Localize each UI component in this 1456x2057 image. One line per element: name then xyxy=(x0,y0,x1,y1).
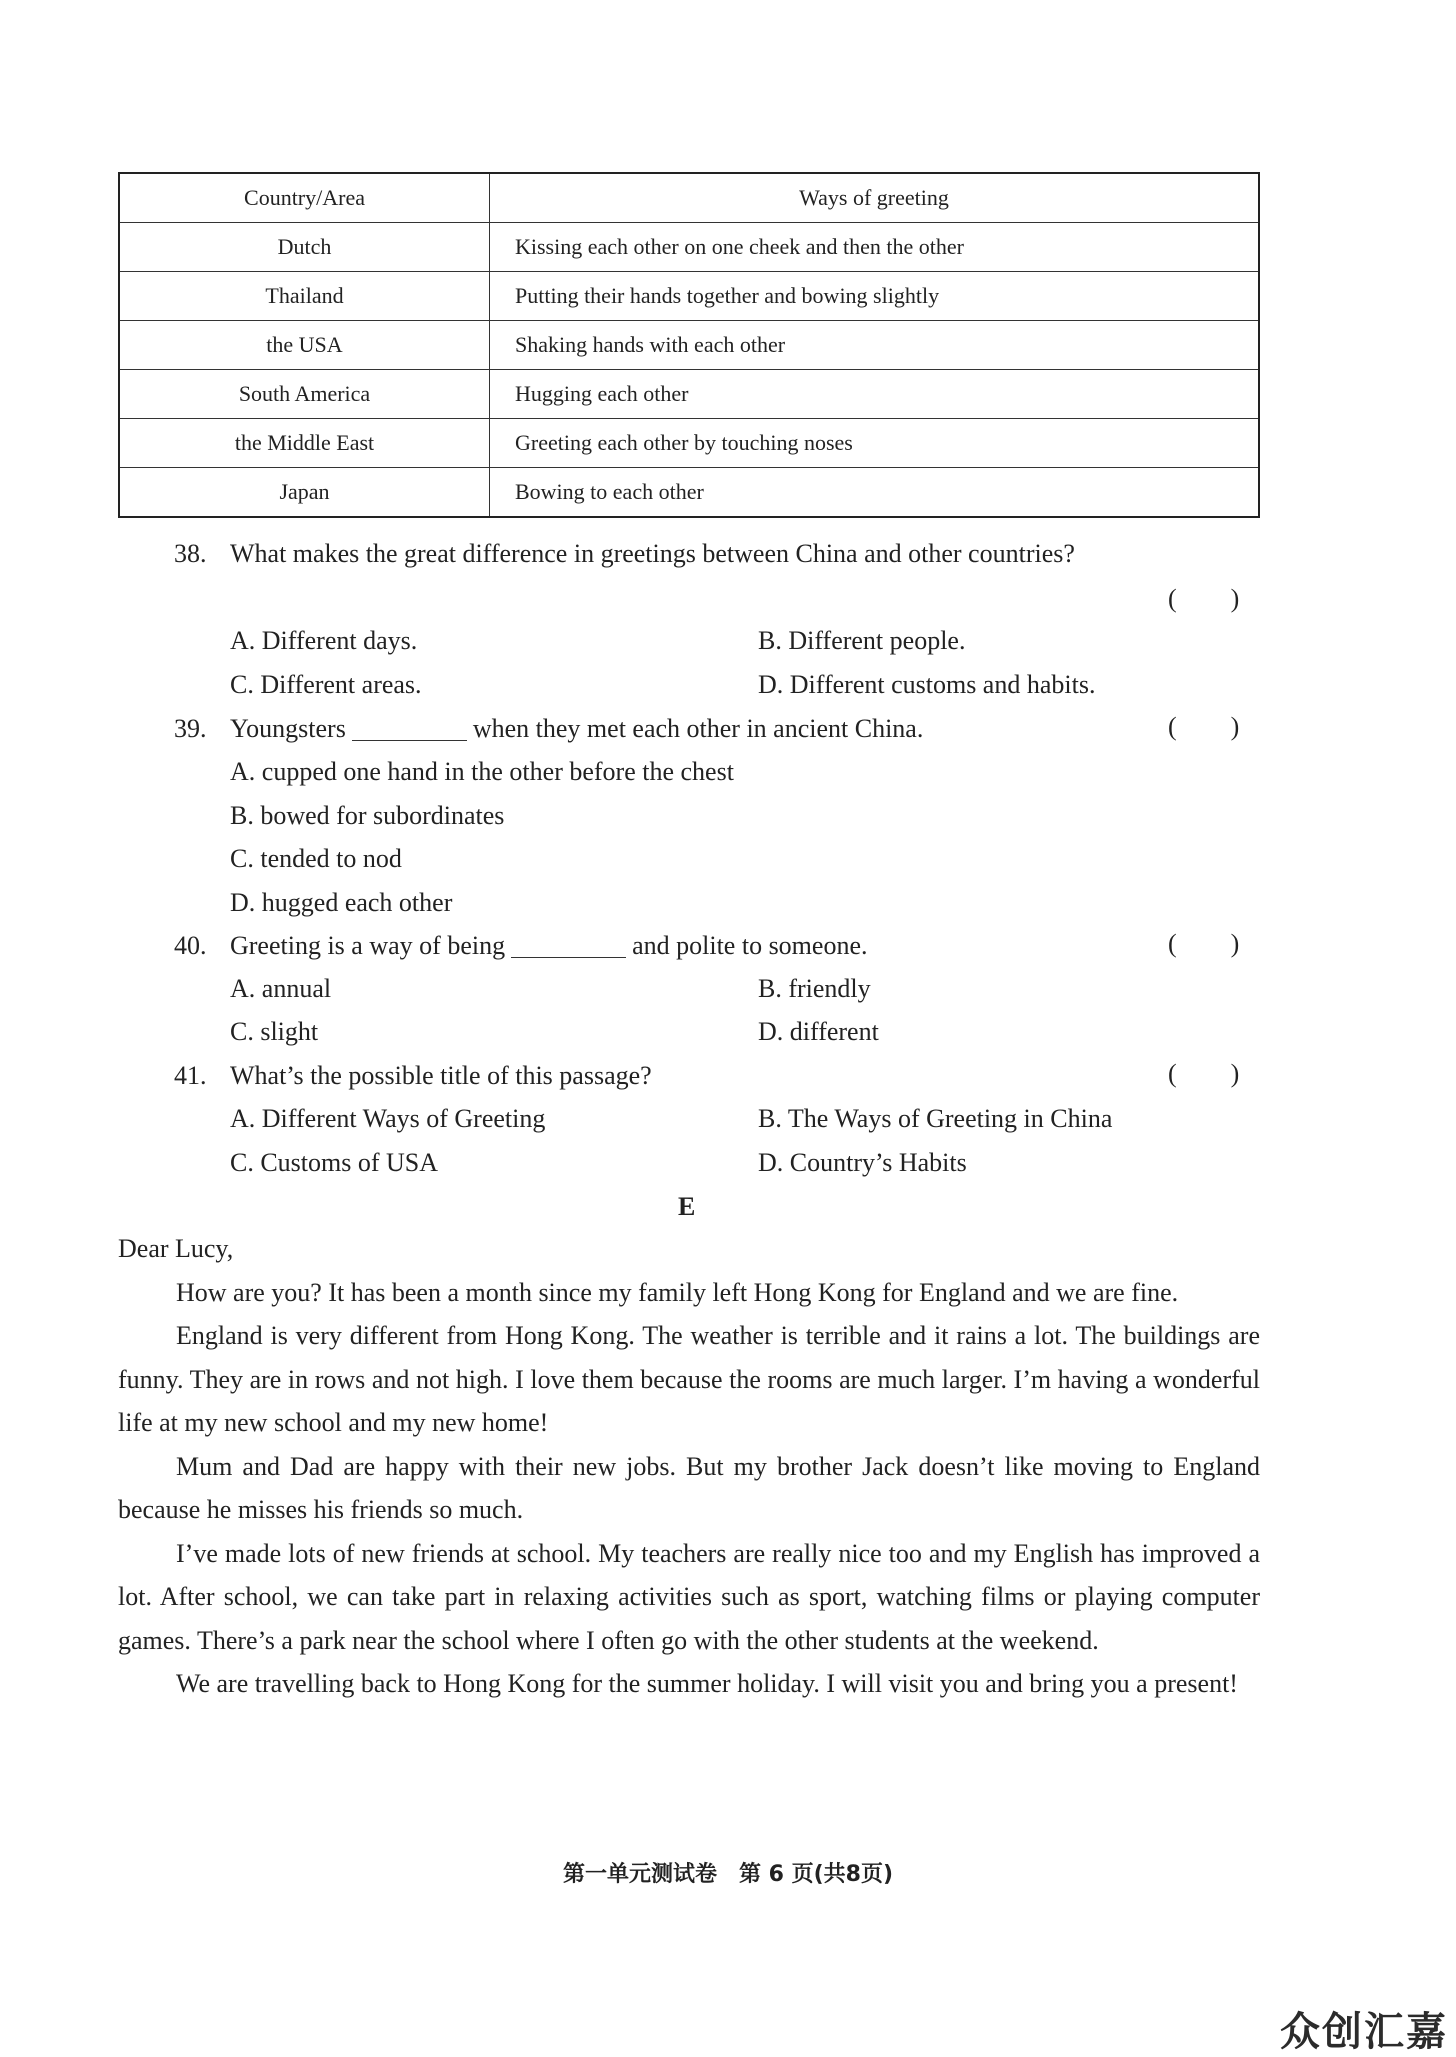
table-row xyxy=(119,223,1259,272)
table-cell-greeting: Bowing to each other xyxy=(490,468,1260,518)
question-number: 39. xyxy=(174,714,207,743)
question-text: What’s the possible title of this passage? xyxy=(230,1061,652,1090)
table-cell-greeting: Greeting each other by touching noses xyxy=(490,419,1260,468)
question-text-before: Greeting is a way of being xyxy=(230,931,506,960)
question-40-stem xyxy=(174,933,868,959)
option-40-d[interactable]: D. different xyxy=(758,1017,879,1046)
letter-paragraph: How are you? It has been a month since my family left Hong Kong for England and we are fine. xyxy=(176,1277,1179,1307)
question-39-stem xyxy=(174,716,923,742)
option-40-a[interactable]: A. annual xyxy=(230,974,332,1003)
question-number: 38. xyxy=(174,539,207,568)
greeting-table xyxy=(118,172,1260,518)
table-cell-country: South America xyxy=(119,370,490,419)
letter-salutation: Dear Lucy, xyxy=(118,1234,234,1263)
table-row xyxy=(119,272,1259,321)
letter-paragraph: Mum and Dad are happy with their new jobs. But my brother Jack doesn’t like moving to England because he misses his friends so much. xyxy=(118,1451,1260,1524)
watermark-logo: 众创汇嘉 xyxy=(1280,2009,1448,2055)
option-38-d[interactable]: D. Different customs and habits. xyxy=(758,670,1096,699)
question-text-after: when they met each other in ancient China. xyxy=(472,714,924,743)
option-38-b[interactable]: B. Different people. xyxy=(758,626,966,655)
option-39-b[interactable]: B. bowed for subordinates xyxy=(230,801,505,830)
page-footer: 第一单元测试卷 第 6 页(共8页) xyxy=(562,1862,894,1887)
option-41-c[interactable]: C. Customs of USA xyxy=(230,1148,439,1177)
table-cell-greeting: Shaking hands with each other xyxy=(490,321,1260,370)
question-38-stem xyxy=(174,541,1075,567)
answer-blank[interactable] xyxy=(511,956,626,958)
answer-bracket-40[interactable]: ( ) xyxy=(1168,929,1240,958)
table-cell-greeting: Kissing each other on one cheek and then the other xyxy=(490,223,1260,272)
option-39-c[interactable]: C. tended to nod xyxy=(230,844,402,873)
table-header-country: Country/Area xyxy=(119,173,490,223)
table-row xyxy=(119,419,1259,468)
letter-paragraph: England is very different from Hong Kong. The weather is terrible and it rains a lot. The buildings are funny. They are in rows and not high. I love them because the rooms are much larger. I’m having a wonderful life at my new school and my new home! xyxy=(118,1321,1260,1437)
table-header-greeting: Ways of greeting xyxy=(490,173,1260,223)
question-text-after: and polite to someone. xyxy=(632,931,868,960)
table-header-row xyxy=(119,173,1259,223)
option-38-c[interactable]: C. Different areas. xyxy=(230,670,422,699)
table-cell-greeting: Hugging each other xyxy=(490,370,1260,419)
table-cell-country: Thailand xyxy=(119,272,490,321)
answer-bracket-41[interactable]: ( ) xyxy=(1168,1059,1240,1088)
option-40-c[interactable]: C. slight xyxy=(230,1017,319,1046)
table-row xyxy=(119,321,1259,370)
letter-paragraph: I’ve made lots of new friends at school. My teachers are really nice too and my English has improved a lot. After school, we can take part in relaxing activities such as sport, watching films or playing computer games. There’s a park near the school where I often go with the other students at the weekend. xyxy=(118,1538,1260,1655)
answer-blank[interactable] xyxy=(352,739,467,741)
table-cell-country: the USA xyxy=(119,321,490,370)
option-39-d[interactable]: D. hugged each other xyxy=(230,888,453,917)
option-41-a[interactable]: A. Different Ways of Greeting xyxy=(230,1104,546,1133)
question-number: 41. xyxy=(174,1061,207,1090)
option-41-b[interactable]: B. The Ways of Greeting in China xyxy=(758,1104,1113,1133)
question-number: 40. xyxy=(174,931,207,960)
letter-passage xyxy=(118,1227,1260,1706)
option-40-b[interactable]: B. friendly xyxy=(758,974,871,1003)
table-cell-country: the Middle East xyxy=(119,419,490,468)
option-38-a[interactable]: A. Different days. xyxy=(230,626,418,655)
answer-bracket-39[interactable]: ( ) xyxy=(1168,712,1240,741)
option-39-a[interactable]: A. cupped one hand in the other before the chest xyxy=(230,757,734,786)
question-text-before: Youngsters xyxy=(230,714,346,743)
question-41-stem xyxy=(174,1063,652,1089)
answer-bracket-38[interactable]: ( ) xyxy=(1168,584,1240,613)
table-row xyxy=(119,370,1259,419)
letter-paragraph: We are travelling back to Hong Kong for the summer holiday. I will visit you and bring you a present! xyxy=(176,1669,1238,1698)
section-heading: E xyxy=(678,1192,696,1221)
table-cell-greeting: Putting their hands together and bowing slightly xyxy=(490,272,1260,321)
table-cell-country: Japan xyxy=(119,468,490,518)
question-text: What makes the great difference in greetings between China and other countries? xyxy=(230,539,1075,568)
table-row xyxy=(119,468,1259,518)
table-cell-country: Dutch xyxy=(119,223,490,272)
option-41-d[interactable]: D. Country’s Habits xyxy=(758,1148,967,1177)
